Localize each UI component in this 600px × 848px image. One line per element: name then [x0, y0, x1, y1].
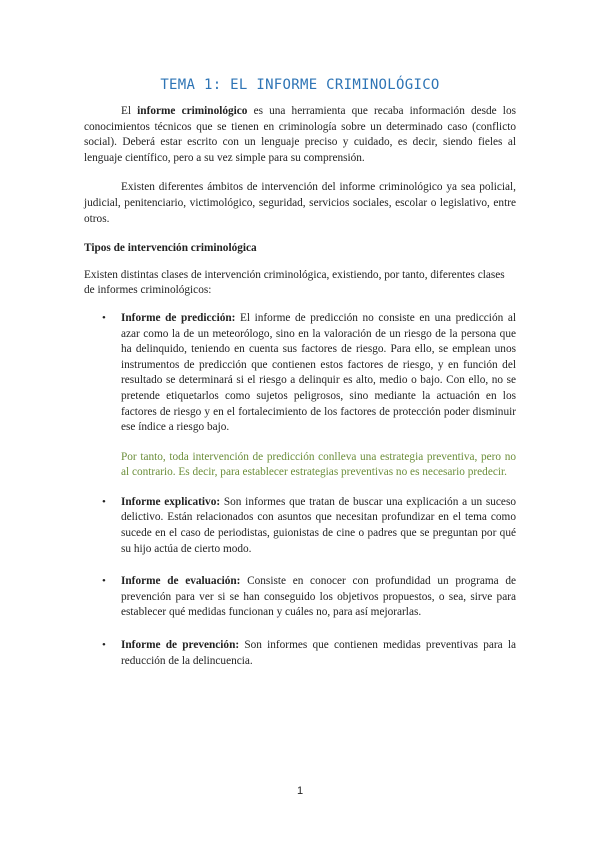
list-item [84, 311, 516, 481]
bold-term: informe criminológico [137, 105, 248, 117]
list-item [84, 638, 516, 669]
item-term: Informe de evaluación: [121, 575, 241, 588]
bullet-icon: • [102, 639, 106, 652]
item-text: Consiste en conocer con profundidad un programa de prevención para ver si se han conseguido los objetivos propuestos, o sea, sirve para establecer qué medidas funcionan y cuáles no, para así mejorarlas. [121, 575, 516, 619]
page-number: 1 [296, 785, 304, 797]
item-term: Informe explicativo: [121, 495, 221, 508]
item-term: Informe de predicción: [121, 311, 236, 324]
scope-paragraph: Existen diferentes ámbitos de intervención del informe criminológico ya sea policial, judicial, penitenciario, victimológico, seguridad, servicios sociales, escolar o legislativo, entre otros. [84, 181, 516, 225]
item-term: Informe de prevención: [121, 639, 240, 652]
bullet-icon: • [102, 311, 106, 324]
item-text: Son informes que tratan de buscar una explicación a un suceso delictivo. Están relacionados con asuntos que necesitan profundizar en el tema como sucede en el caso de periodistas, guionistas de cine o padres que se preguntan por qué su hijo actúa de cierto modo. [121, 495, 516, 555]
document-title: TEMA 1: EL INFORME CRIMINOLÓGICO [160, 77, 440, 93]
item-note: Por tanto, toda intervención de predicción conlleva una estrategia preventiva, pero no al contrario. Es decir, para establecer estrategias preventivas no es necesario predecir. [121, 450, 516, 479]
bullet-icon: • [102, 495, 106, 508]
intro-paragraph: El informe criminológico es una herramienta que recaba información desde los conocimientos técnicos que se tienen en criminología sobre un determinado caso (conflicto social). Deberá estar escrito con un lenguaje preciso y cuidado, es decir, siendo fieles al lenguaje científico, pero a su vez simple para su comprensión. [84, 105, 516, 164]
document-body [84, 104, 516, 669]
report-types-list [84, 311, 516, 669]
item-text: Son informes que contienen medidas preventivas para la reducción de la delincuencia. [121, 639, 516, 667]
section-heading: Tipos de intervención criminológica [84, 242, 257, 255]
list-item [84, 574, 516, 621]
list-item [84, 495, 516, 557]
bullet-icon: • [102, 575, 106, 588]
section-intro: Existen distintas clases de intervención criminológica, existiendo, por tanto, diferentes clases de informes criminológicos: [84, 268, 505, 297]
item-text: El informe de predicción no consiste en una predicción al azar como la de un meteorólogo, sino en la valoración de un riesgo de la persona que ha delinquido, teniendo en cuenta sus factores de riesgo. Para ello, se emplean unos instrumentos de predicción que contienen estos factores de riesgo, y en función del resultado se determinará si el riesgo a delinquir es alto, medio o bajo. Con ello, no se pretende etiquetarlos como sujetos peligrosos, sino mediante la actuación en los factores de riesgo y en el fortalecimiento de los factores de protección poder disminuir ese índice a riesgo bajo. [121, 311, 516, 434]
